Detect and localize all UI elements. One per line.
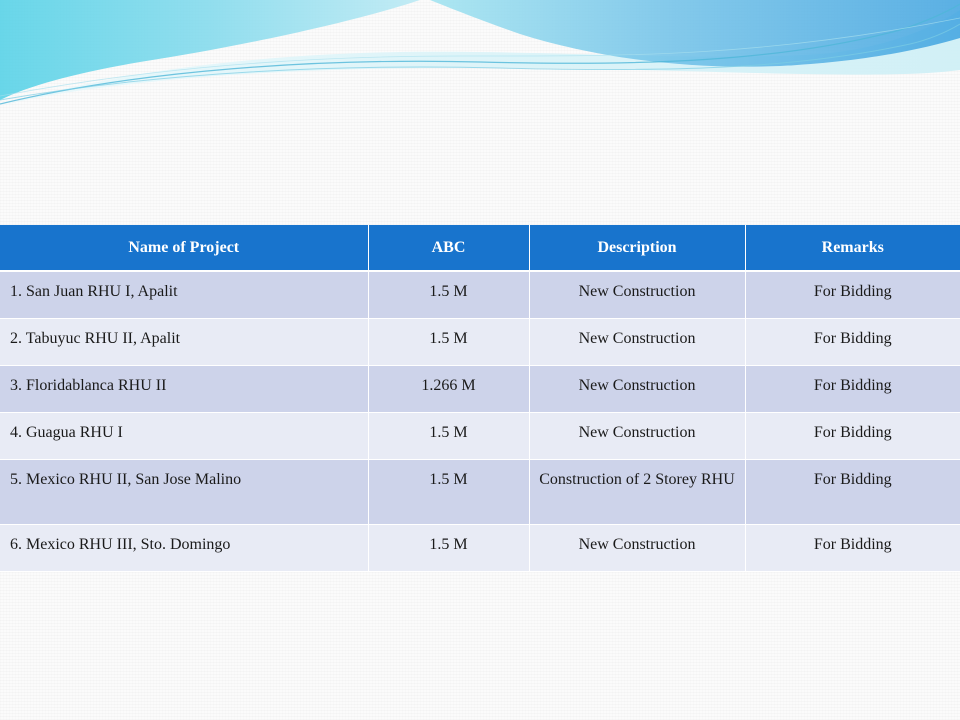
cell-abc: 1.266 M bbox=[368, 366, 529, 413]
cell-project-name: 2. Tabuyuc RHU II, Apalit bbox=[0, 319, 368, 366]
cell-abc: 1.5 M bbox=[368, 271, 529, 319]
table-row bbox=[0, 319, 960, 366]
table-row bbox=[0, 366, 960, 413]
cell-remarks: For Bidding bbox=[745, 460, 960, 525]
table-row bbox=[0, 525, 960, 572]
cell-abc: 1.5 M bbox=[368, 413, 529, 460]
header-description: Description bbox=[529, 225, 745, 271]
projects-table bbox=[0, 225, 960, 572]
cell-abc: 1.5 M bbox=[368, 460, 529, 525]
cell-project-name: 1. San Juan RHU I, Apalit bbox=[0, 271, 368, 319]
decorative-wave-header bbox=[0, 0, 960, 120]
cell-description: New Construction bbox=[529, 271, 745, 319]
cell-description: New Construction bbox=[529, 319, 745, 366]
cell-description: New Construction bbox=[529, 413, 745, 460]
table-row bbox=[0, 271, 960, 319]
cell-remarks: For Bidding bbox=[745, 525, 960, 572]
cell-remarks: For Bidding bbox=[745, 271, 960, 319]
cell-abc: 1.5 M bbox=[368, 319, 529, 366]
table-row bbox=[0, 460, 960, 525]
cell-remarks: For Bidding bbox=[745, 319, 960, 366]
cell-description: New Construction bbox=[529, 525, 745, 572]
header-remarks: Remarks bbox=[745, 225, 960, 271]
projects-table-container bbox=[0, 225, 960, 572]
table-row bbox=[0, 413, 960, 460]
cell-remarks: For Bidding bbox=[745, 366, 960, 413]
cell-project-name: 3. Floridablanca RHU II bbox=[0, 366, 368, 413]
table-header-row bbox=[0, 225, 960, 271]
cell-remarks: For Bidding bbox=[745, 413, 960, 460]
cell-description: New Construction bbox=[529, 366, 745, 413]
header-abc: ABC bbox=[368, 225, 529, 271]
cell-project-name: 5. Mexico RHU II, San Jose Malino bbox=[0, 460, 368, 525]
header-name-of-project: Name of Project bbox=[0, 225, 368, 271]
cell-abc: 1.5 M bbox=[368, 525, 529, 572]
cell-project-name: 4. Guagua RHU I bbox=[0, 413, 368, 460]
cell-description: Construction of 2 Storey RHU bbox=[529, 460, 745, 525]
cell-project-name: 6. Mexico RHU III, Sto. Domingo bbox=[0, 525, 368, 572]
